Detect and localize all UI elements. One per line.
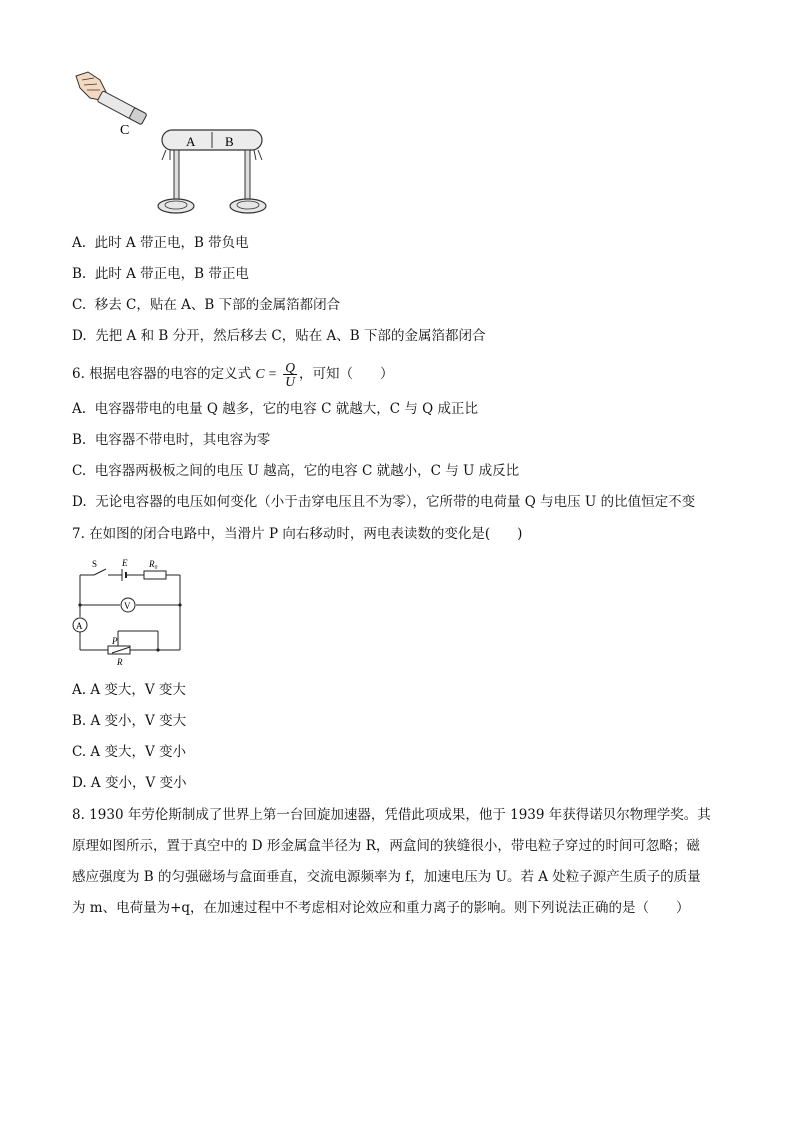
q7-option-c: C. A 变大，V 变小 [72,744,187,760]
q5-option-a: A. 此时 A 带正电，B 带负电 [72,235,249,251]
q5-option-d: D. 先把 A 和 B 分开，然后移去 C，贴在 A、B 下部的金属箔都闭合 [72,328,486,344]
voltmeter-label: V [124,601,131,611]
q7-option-b: B. A 变小，V 变大 [72,713,187,729]
q6-option-d: D. 无论电容器的电压如何变化（小于击穿电压且不为零），它所带的电荷量 Q 与电压 U 的比值恒定不变 [72,494,696,510]
q5-option-b: B. 此时 A 带正电，B 带正电 [72,266,249,282]
q8-line-4: 为 m、电荷量为+q，在加速过程中不考虑相对论效应和重力离子的影响。则下列说法正确的是（ ） [72,900,690,916]
circuit-diagram [72,555,187,670]
q8-line-1: 8. 1930 年劳伦斯制成了世界上第一台回旋加速器，凭借此项成果，他于 1939 年获得诺贝尔物理学奖。其 [72,807,711,823]
slider-label: P [112,636,118,646]
q8-line-2: 原理如图所示，置于真空中的 D 形金属盒半径为 R，两盒间的狭缝很小，带电粒子穿过的时间可忽略；磁 [72,838,700,854]
q6-formula-fraction: $\frac{Q}{U}$ [285,360,296,389]
ammeter-label: A [76,621,83,631]
q7-option-a: A. A 变大，V 变大 [72,682,186,698]
q5-option-c: C. 移去 C，贴在 A、B 下部的金属箔都闭合 [72,297,341,313]
q6-stem: 6. 根据电容器的电容的定义式 C = $\frac{Q}{U}$ ，可知（ ） [72,360,394,389]
electroscope-figure [70,70,280,220]
rod-label: C [120,123,130,138]
q6-option-b: B. 电容器不带电时，其电容为零 [72,432,271,448]
q7-option-d: D. A 变小，V 变小 [72,775,187,791]
q7-stem: 7. 在如图的闭合电路中，当滑片 P 向右移动时，两电表读数的变化是( ) [72,526,523,542]
emf-label: E [122,558,128,568]
resistor0-label: R₀ [149,559,158,569]
q6-option-c: C. 电容器两极板之间的电压 U 越高，它的电容 C 就越小，C 与 U 成反比 [72,463,520,479]
rheostat-label: R [117,657,123,667]
conductor-b-label: B [225,134,234,149]
q8-line-3: 感应强度为 B 的匀强磁场与盒面垂直，交流电源频率为 f，加速电压为 U。若 A 处粒子源产生质子的质量 [72,869,701,885]
switch-label: S [92,559,98,569]
conductor-a-label: A [186,134,196,149]
q6-formula-lhs: C = [255,366,277,381]
q6-option-a: A. 电容器带电的电量 Q 越多，它的电容 C 就越大，C 与 Q 成正比 [72,401,478,417]
